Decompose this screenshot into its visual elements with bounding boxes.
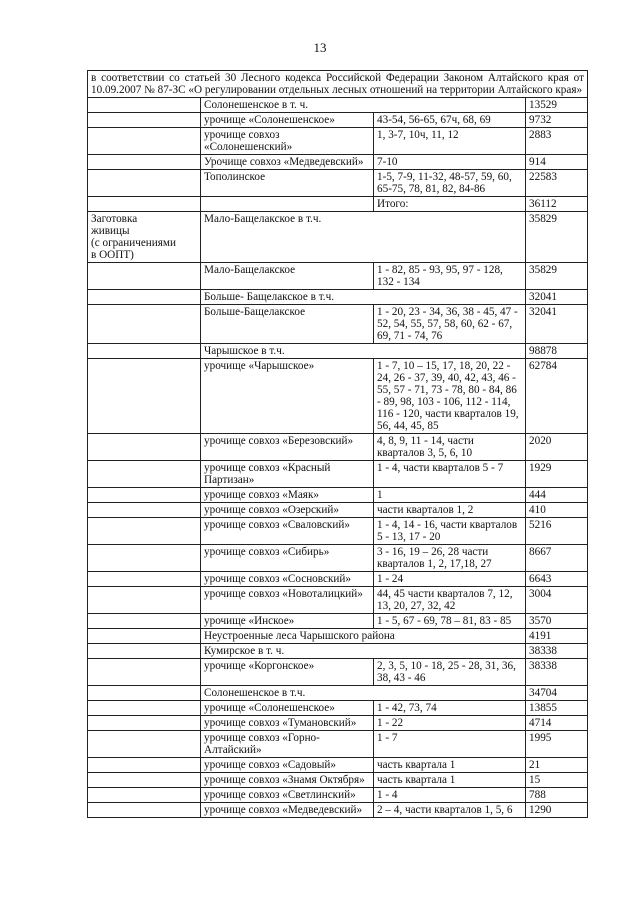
table-row [88,212,588,263]
forest-district-name: урочище совхоз «Горно-Алтайский» [201,731,374,758]
table-row [88,587,588,614]
area-value: 35829 [526,263,588,290]
quarter-numbers: 1 - 4, 14 - 16, части кварталов 5 - 13, 17 - 20 [374,518,526,545]
area-value: 62784 [526,359,588,434]
area-value: 22583 [526,170,588,197]
forest-use-table [87,70,588,818]
area-value: 5216 [526,518,588,545]
table-row [88,98,588,113]
forest-district-name: урочище совхоз «Новоталицкий» [201,587,374,614]
activity-cell [88,155,201,170]
table-row [88,518,588,545]
forest-district-name: урочище совхоз «Сосновский» [201,572,374,587]
forest-district-name: урочище совхоз «Березовский» [201,434,374,461]
table-row [88,170,588,197]
forest-district-name: урочище «Коргонское» [201,659,374,686]
quarter-numbers: 1 - 20, 23 - 34, 36, 38 - 45, 47 - 52, 54, 55, 57, 58, 60, 62 - 67, 69, 71 - 74, 76 [374,305,526,344]
activity-cell [88,128,201,155]
area-value: 98878 [526,344,588,359]
table-row [88,113,588,128]
activity-cell [88,434,201,461]
forest-district-name: урочище «Солонешенское» [201,113,374,128]
quarter-numbers: Итого: [374,197,526,212]
area-value: 788 [526,788,588,803]
quarter-numbers: часть квартала 1 [374,773,526,788]
table-row [88,659,588,686]
table-row [88,434,588,461]
area-value: 13529 [526,98,588,113]
activity-cell [88,197,201,212]
quarter-numbers: 3 - 16, 19 – 26, 28 части кварталов 1, 2, 17,18, 27 [374,545,526,572]
forest-district-name: урочище «Солонешенское» [201,701,374,716]
forest-district-name: урочище совхоз «Озерский» [201,503,374,518]
activity-cell [88,461,201,488]
table-row [88,128,588,155]
area-value: 3004 [526,587,588,614]
area-value: 3570 [526,614,588,629]
forest-district-name: урочище совхоз «Красный Партизан» [201,461,374,488]
activity-cell [88,788,201,803]
table-row [88,545,588,572]
table-row [88,488,588,503]
table-row [88,290,588,305]
activity-cell [88,758,201,773]
quarter-numbers: 44, 45 части кварталов 7, 12, 13, 20, 27, 32, 42 [374,587,526,614]
forest-district-name: урочище совхоз «Знамя Октября» [201,773,374,788]
activity-cell [88,659,201,686]
intro-text: в соответствии со статьей 30 Лесного кодекса Российской Федерации Законом Алтайского края от 10.09.2007 № 87-ЗС «О регулировании отдельных лесных отношений на территории Алтайского края» [88,71,588,98]
quarter-numbers: 1 - 22 [374,716,526,731]
table-row [88,155,588,170]
activity-cell [88,614,201,629]
quarter-numbers: 4, 8, 9, 11 - 14, части кварталов 3, 5, 6, 10 [374,434,526,461]
forest-district-name: Больше- Бащелакское в т.ч. [201,290,526,305]
quarter-numbers: 1 - 4 [374,788,526,803]
table-row [88,614,588,629]
table-row [88,644,588,659]
table-row [88,461,588,488]
activity-cell [88,305,201,344]
forest-district-name: Солонешенское в т.ч. [201,686,526,701]
quarter-numbers: 1 - 5, 67 - 69, 78 – 81, 83 - 85 [374,614,526,629]
forest-district-name: урочище «Инское» [201,614,374,629]
forest-district-name: урочище совхоз «Медведевский» [201,803,374,818]
activity-cell [88,113,201,128]
area-value: 34704 [526,686,588,701]
table-row [88,773,588,788]
activity-cell [88,803,201,818]
area-value: 9732 [526,113,588,128]
activity-cell [88,518,201,545]
area-value: 21 [526,758,588,773]
quarter-numbers: 1 - 7, 10 – 15, 17, 18, 20, 22 - 24, 26 - 37, 39, 40, 42, 43, 46 - 55, 57 - 71, 73 - 78, 80 - 84, 86 - 89, 98, 103 - 106, 112 - 114, 116 - 120, части кварталов 19, 56, 44, 45, 85 [374,359,526,434]
forest-district-name: Чарышское в т.ч. [201,344,526,359]
forest-district-name: урочище совхоз «Сибирь» [201,545,374,572]
forest-district-name: урочище совхоз «Тумановский» [201,716,374,731]
activity-cell [88,731,201,758]
quarter-numbers: 2 – 4, части кварталов 1, 5, 6 [374,803,526,818]
area-value: 1290 [526,803,588,818]
area-value: 32041 [526,290,588,305]
area-value: 4714 [526,716,588,731]
area-value: 444 [526,488,588,503]
forest-district-name: Солонешенское в т. ч. [201,98,526,113]
activity-label: Заготовка живицы (с ограничениями в ООПТ) [88,212,201,263]
quarter-numbers: 1 - 82, 85 - 93, 95, 97 - 128, 132 - 134 [374,263,526,290]
activity-cell [88,629,201,644]
area-value: 4191 [526,629,588,644]
quarter-numbers: 1, 3-7, 10ч, 11, 12 [374,128,526,155]
area-value: 38338 [526,659,588,686]
quarter-numbers: 1 - 4, части кварталов 5 - 7 [374,461,526,488]
table-row [88,359,588,434]
table-row [88,503,588,518]
quarter-numbers: 7-10 [374,155,526,170]
area-value: 35829 [526,212,588,263]
table-row [88,701,588,716]
forest-district-name: урочище совхоз «Светлинский» [201,788,374,803]
activity-cell [88,701,201,716]
area-value: 6643 [526,572,588,587]
table-row [88,344,588,359]
table-row [88,263,588,290]
table-row [88,305,588,344]
quarter-numbers: 2, 3, 5, 10 - 18, 25 - 28, 31, 36, 38, 43 - 46 [374,659,526,686]
area-value: 410 [526,503,588,518]
quarter-numbers: 1 - 24 [374,572,526,587]
area-value: 36112 [526,197,588,212]
forest-district-name: Мало-Бащелакское [201,263,374,290]
forest-district-name: Неустроенные леса Чарышского района [201,629,526,644]
activity-cell [88,572,201,587]
area-value: 15 [526,773,588,788]
activity-cell [88,290,201,305]
forest-district-name: урочище совхоз «Сваловский» [201,518,374,545]
area-value: 13855 [526,701,588,716]
table-row [88,686,588,701]
activity-cell [88,503,201,518]
quarter-numbers: 1 - 42, 73, 74 [374,701,526,716]
activity-cell [88,488,201,503]
area-value: 1929 [526,461,588,488]
area-value: 2020 [526,434,588,461]
forest-district-name: урочище совхоз «Садовый» [201,758,374,773]
activity-cell [88,644,201,659]
quarter-numbers: 1 - 7 [374,731,526,758]
area-value: 1995 [526,731,588,758]
table-row [88,803,588,818]
table-row [88,197,588,212]
table-row [88,629,588,644]
table-row [88,788,588,803]
activity-cell [88,344,201,359]
forest-district-name: Мало-Бащелакское в т.ч. [201,212,526,263]
area-value: 914 [526,155,588,170]
forest-district-name [201,197,374,212]
forest-district-name: урочище «Чарышское» [201,359,374,434]
page-number: 13 [313,40,327,55]
activity-cell [88,359,201,434]
quarter-numbers: 1 [374,488,526,503]
table-row [88,716,588,731]
activity-cell [88,170,201,197]
quarter-numbers: 43-54, 56-65, 67ч, 68, 69 [374,113,526,128]
table-row [88,731,588,758]
activity-cell [88,98,201,113]
activity-cell [88,545,201,572]
activity-cell [88,263,201,290]
quarter-numbers: 1-5, 7-9, 11-32, 48-57, 59, 60, 65-75, 78, 81, 82, 84-86 [374,170,526,197]
area-value: 8667 [526,545,588,572]
quarter-numbers: часть квартала 1 [374,758,526,773]
forest-district-name: Тополинское [201,170,374,197]
activity-cell [88,686,201,701]
forest-district-name: Урочище совхоз «Медведевский» [201,155,374,170]
table-row [88,758,588,773]
area-value: 38338 [526,644,588,659]
quarter-numbers: части кварталов 1, 2 [374,503,526,518]
area-value: 2883 [526,128,588,155]
table-row [88,572,588,587]
forest-district-name: урочище совхоз «Солонешенский» [201,128,374,155]
activity-cell [88,773,201,788]
forest-district-name: урочище совхоз «Маяк» [201,488,374,503]
activity-cell [88,587,201,614]
intro-row [88,71,588,98]
forest-district-name: Кумирское в т. ч. [201,644,526,659]
activity-cell [88,716,201,731]
forest-district-name: Больше-Бащелакское [201,305,374,344]
area-value: 32041 [526,305,588,344]
